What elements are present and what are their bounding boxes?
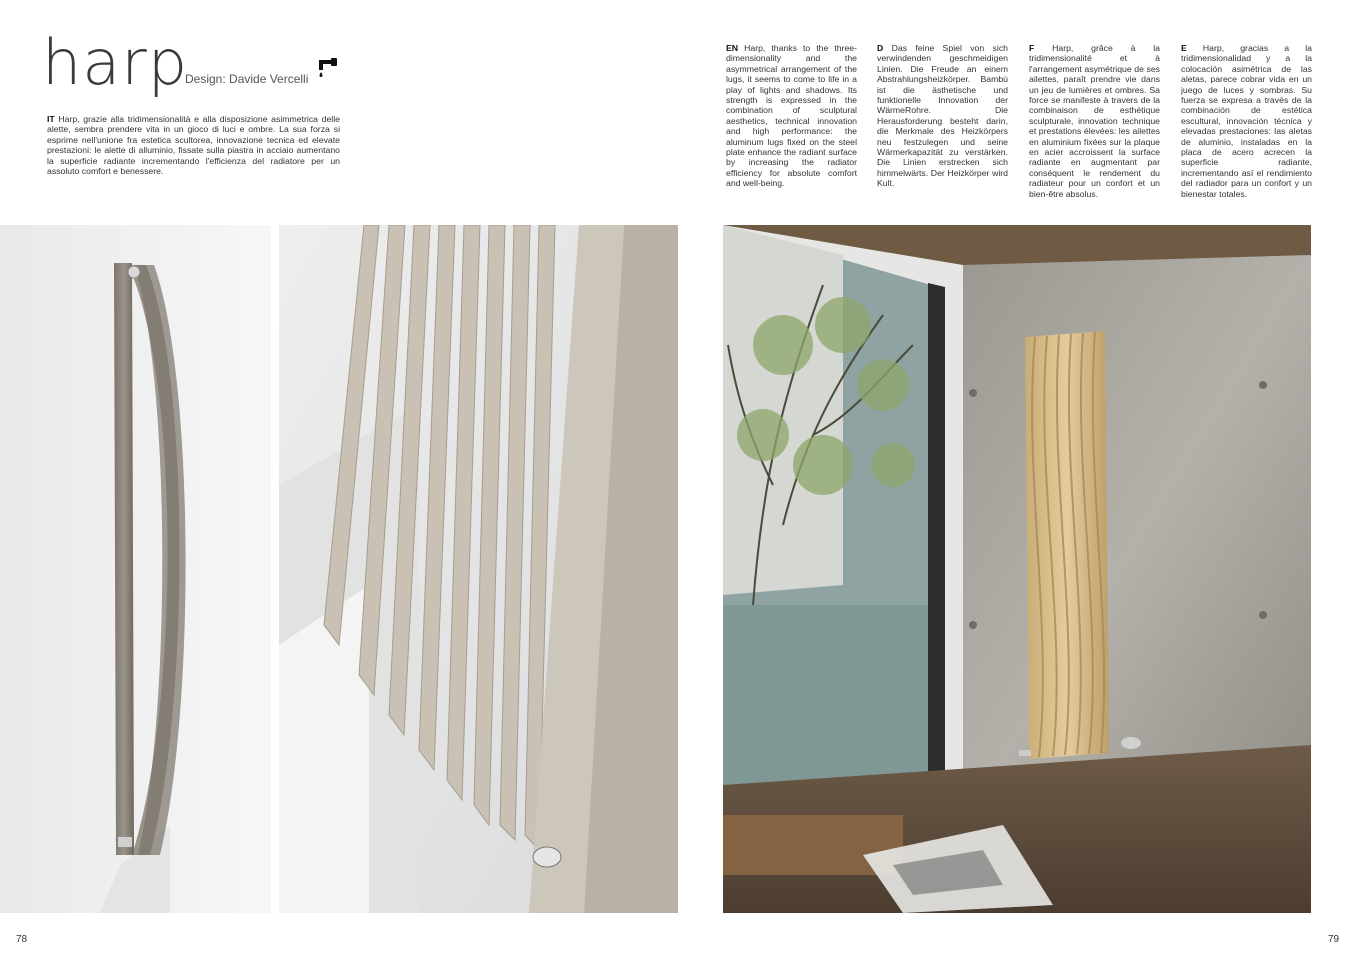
description-en xyxy=(726,43,857,189)
page-title: harp xyxy=(42,26,189,99)
photo-radiator-side xyxy=(0,225,271,913)
text-en: Harp, thanks to the three-dimensionality and the asymmetrical arrangement of the lugs, it seems to come to life in a play of lights and shadows. Its strength is expressed in the combination of sculptural aesthetics, technical innovation and high performance: the aluminum lugs fixed on the steel plate enhance the radiant surface by increasing the radiator efficiency for absolute comfort and well-being. xyxy=(726,43,858,189)
photo-radiator-closeup xyxy=(279,225,678,913)
photo-radiator-room xyxy=(723,225,1311,913)
page-number-right: 79 xyxy=(1328,934,1340,945)
text-de: Das feine Spiel von sich verwindenden geschmeidigen Linien. Die Freude an einem Abstrahlungsheizkörper. Bambù ist die ästhetische und funktionelle Innovation der WärmeRohre. Die Herausforderung besteht darin, die Merkmale des Heizkörpers neu festzulegen und seine Wärmerkapazität zu verstärken. Die Linien erstrecken sich himmelwärts. Der Heizkörper wird Kult. xyxy=(877,43,1009,189)
tap-icon xyxy=(316,56,340,80)
lang-tag-es: E xyxy=(1181,43,1203,53)
description-de xyxy=(877,43,1008,189)
description-fr xyxy=(1029,43,1160,199)
text-es: Harp, gracias a la tridimensionalidad y a la colocación asimétrica de las aletas, parece cobrar vida en un juego de luces y sombras. Su fuerza se expresa a través de la combinación de estética escultural, innovación técnica y elevadas prestaciones: las aletas de aluminio, instaladas en la placa de acero acrecen la superficie radiante, incrementando así el rendimiento del radiador para un confort y un bienestar totales. xyxy=(1181,43,1312,199)
lang-tag-de: D xyxy=(877,43,892,53)
lang-tag-it: IT xyxy=(47,114,59,124)
description-it xyxy=(47,114,340,176)
description-es xyxy=(1181,43,1312,199)
text-it: Harp, grazie alla tridimensionalità e alla disposizione asimmetrica delle alette, sembra prendere vita in un gioco di luci e ombre. La sua forza si esprime nell'unione fra estetica scultorea, innovazione tecnica ed elevate prestazioni: le alette di alluminio, fissate sulla piastra in acciaio aumentano la superficie radiante incrementando l'efficienza del radiatore per un assoluto comfort e benessere. xyxy=(47,114,340,177)
text-fr: Harp, grâce à la tridimensionalité et à l'arrangement asymétrique de ses ailettes, paraît prendre vie dans un jeu de lumières et ombres. Sa force se manifeste à travers de la combinaison de esthétique sculpturale, innovation technique et prestations élevées: les ailettes en aluminium fixées sur la plaque en acier accroissent la surface radiante en augmentant par conséquent le rendement du radiateur pour un confort et un bien-être absolus. xyxy=(1029,43,1160,199)
designer-credit: Design: Davide Vercelli xyxy=(185,72,309,86)
page-number-left: 78 xyxy=(16,934,28,945)
lang-tag-en: EN xyxy=(726,43,745,53)
lang-tag-fr: F xyxy=(1029,43,1053,53)
